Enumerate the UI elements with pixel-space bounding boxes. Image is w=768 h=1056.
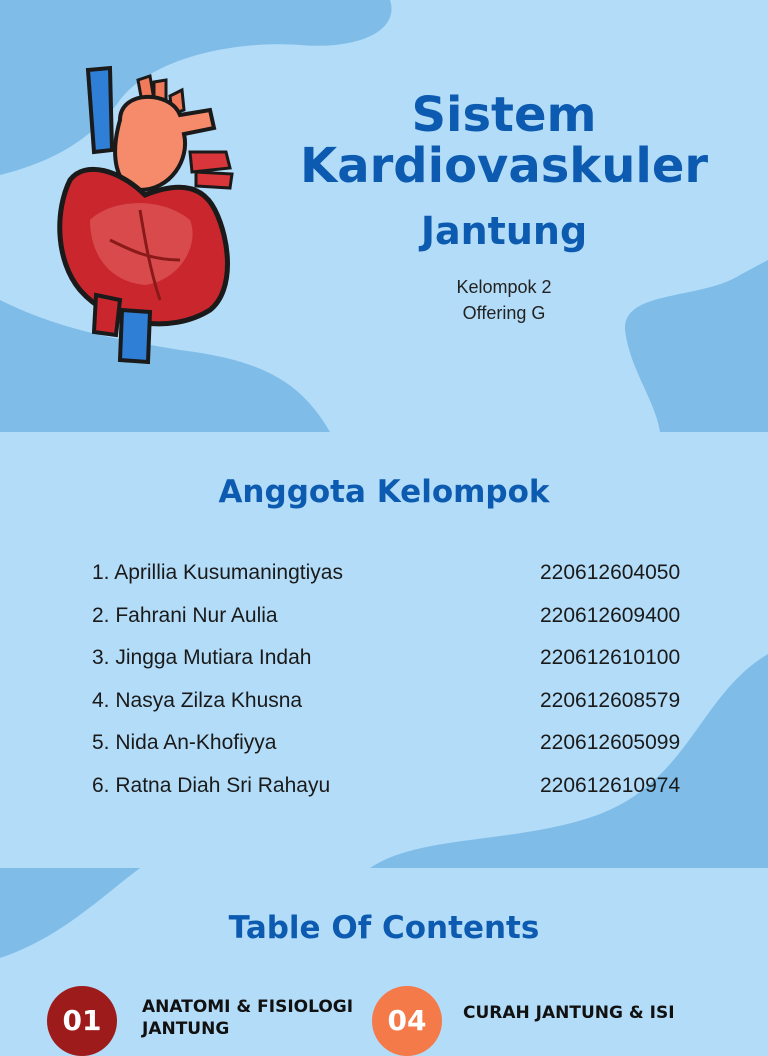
- member-name: 5. Nida An-Khofiyya: [92, 731, 277, 754]
- member-nim: 220612608579: [540, 688, 681, 712]
- offering-label: Offering G: [462, 303, 546, 323]
- member-nim: 220612609400: [540, 603, 681, 627]
- members-list: [92, 552, 712, 807]
- member-name: 4. Nasya Zilza Khusna: [92, 688, 303, 712]
- list-item: [92, 765, 712, 808]
- list-item: [92, 595, 712, 638]
- member-nim: 220612610100: [540, 646, 681, 669]
- member-name: 2. Fahrani Nur Aulia: [92, 603, 278, 627]
- list-item: [92, 637, 712, 680]
- member-nim: 220612610974: [540, 773, 681, 797]
- members-heading: Anggota Kelompok: [218, 474, 550, 510]
- title-line-2: Kardiovaskuler: [300, 138, 709, 194]
- list-item: [92, 552, 712, 595]
- list-item: [92, 722, 712, 765]
- toc-item-title[interactable]: ANATOMI & FISIOLOGI JANTUNG: [142, 997, 354, 1039]
- members-slide: [0, 434, 768, 868]
- heart-icon: [50, 60, 240, 370]
- member-nim: 220612604050: [540, 561, 681, 584]
- cover-title-block: [300, 87, 709, 326]
- member-name: 3. Jingga Mutiara Indah: [92, 646, 312, 669]
- toc-number-04[interactable]: 04: [372, 986, 442, 1056]
- member-name: 6. Ratna Diah Sri Rahayu: [92, 773, 331, 797]
- list-item: [92, 680, 712, 723]
- subtitle: Jantung: [420, 209, 588, 253]
- toc-heading: Table Of Contents: [228, 910, 540, 946]
- toc-number-01[interactable]: 01: [47, 986, 117, 1056]
- member-name: 1. Aprillia Kusumaningtiyas: [92, 561, 343, 584]
- toc-slide: [0, 868, 768, 1039]
- group-label: Kelompok 2: [456, 277, 552, 297]
- title-line-1: Sistem: [411, 87, 597, 143]
- toc-item-title[interactable]: CURAH JANTUNG & ISI: [463, 1003, 675, 1023]
- member-nim: 220612605099: [540, 731, 681, 754]
- cover-slide: [0, 0, 768, 432]
